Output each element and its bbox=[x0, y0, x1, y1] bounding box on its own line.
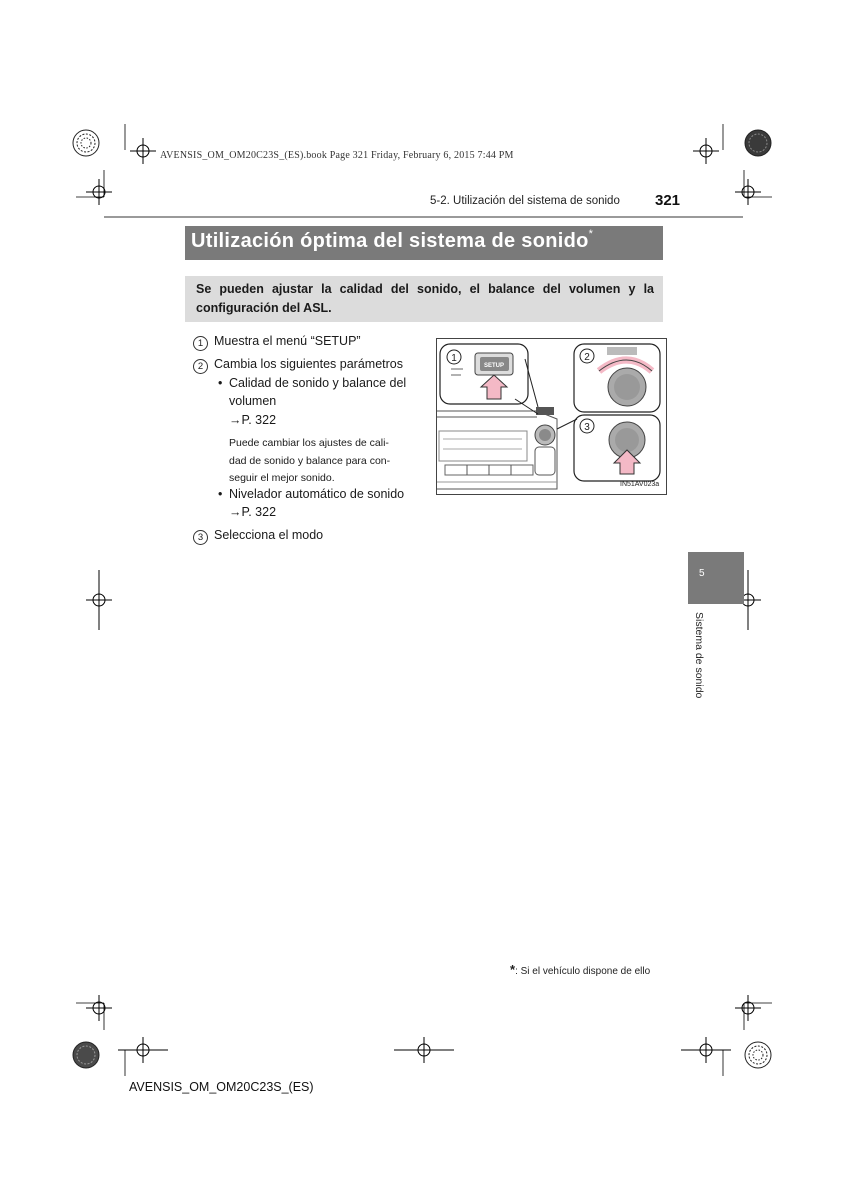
intro-text: Se pueden ajustar la calidad del sonido, el balance del volumen y la configuración del ASL. bbox=[196, 282, 654, 315]
audio-unit-illustration bbox=[436, 338, 667, 495]
running-head: 5-2. Utilización del sistema de sonido bbox=[430, 195, 620, 207]
step-text: Selecciona el modo bbox=[214, 528, 324, 542]
ref-text: P. 322 bbox=[241, 413, 277, 427]
bullet-1-line2: volumen bbox=[229, 394, 277, 408]
note-line: Puede cambiar los ajustes de cali- bbox=[229, 437, 389, 449]
page-reference[interactable] bbox=[229, 505, 276, 519]
callout-3: 3 bbox=[584, 422, 590, 433]
color-target-marks bbox=[73, 130, 771, 1068]
file-header: AVENSIS_OM_OM20C23S_(ES).book Page 321 Friday, February 6, 2015 7:44 PM bbox=[160, 150, 514, 161]
bullet-2 bbox=[218, 487, 405, 501]
ref-arrow-icon: → bbox=[229, 413, 242, 427]
callout-2: 2 bbox=[584, 352, 590, 363]
step-number: 3 bbox=[193, 530, 208, 545]
callout-1: 1 bbox=[451, 353, 457, 364]
page-number: 321 bbox=[655, 192, 681, 209]
footnote bbox=[510, 962, 650, 977]
title-marker: * bbox=[588, 228, 594, 240]
footer-code: AVENSIS_OM_OM20C23S_(ES) bbox=[129, 1080, 314, 1094]
ref-text: P. 322 bbox=[241, 505, 277, 519]
bullet-1 bbox=[218, 376, 407, 390]
header-rule bbox=[104, 216, 743, 218]
chapter-number: 5 bbox=[699, 568, 705, 579]
bullet-mark: • bbox=[218, 376, 223, 390]
note-line: dad de sonido y balance para con- bbox=[229, 455, 391, 467]
page-reference[interactable] bbox=[229, 413, 276, 427]
step-number: 2 bbox=[193, 359, 208, 374]
bullet-mark: • bbox=[218, 487, 223, 501]
chapter-label: Sistema de sonido bbox=[693, 612, 705, 699]
figure-code: IN51AV023a bbox=[620, 481, 660, 488]
bullet-text: Calidad de sonido y balance del bbox=[229, 376, 407, 390]
step-text: Cambia los siguientes parámetros bbox=[214, 357, 403, 371]
chapter-tab bbox=[688, 552, 744, 604]
step-number: 1 bbox=[193, 336, 208, 351]
audio-unit-drawing bbox=[437, 339, 666, 494]
setup-button-label: SETUP bbox=[483, 363, 505, 369]
step-text: Muestra el menú “SETUP” bbox=[214, 334, 361, 348]
page-title-text: Utilización óptima del sistema de sonido bbox=[191, 230, 589, 252]
footnote-marker: * bbox=[510, 962, 516, 977]
page-title bbox=[191, 230, 593, 253]
footnote-text: : Si el vehículo dispone de ello bbox=[515, 966, 651, 977]
note-line: seguir el mejor sonido. bbox=[229, 472, 335, 484]
bullet-text: Nivelador automático de sonido bbox=[229, 487, 405, 501]
ref-arrow-icon: → bbox=[229, 505, 242, 519]
